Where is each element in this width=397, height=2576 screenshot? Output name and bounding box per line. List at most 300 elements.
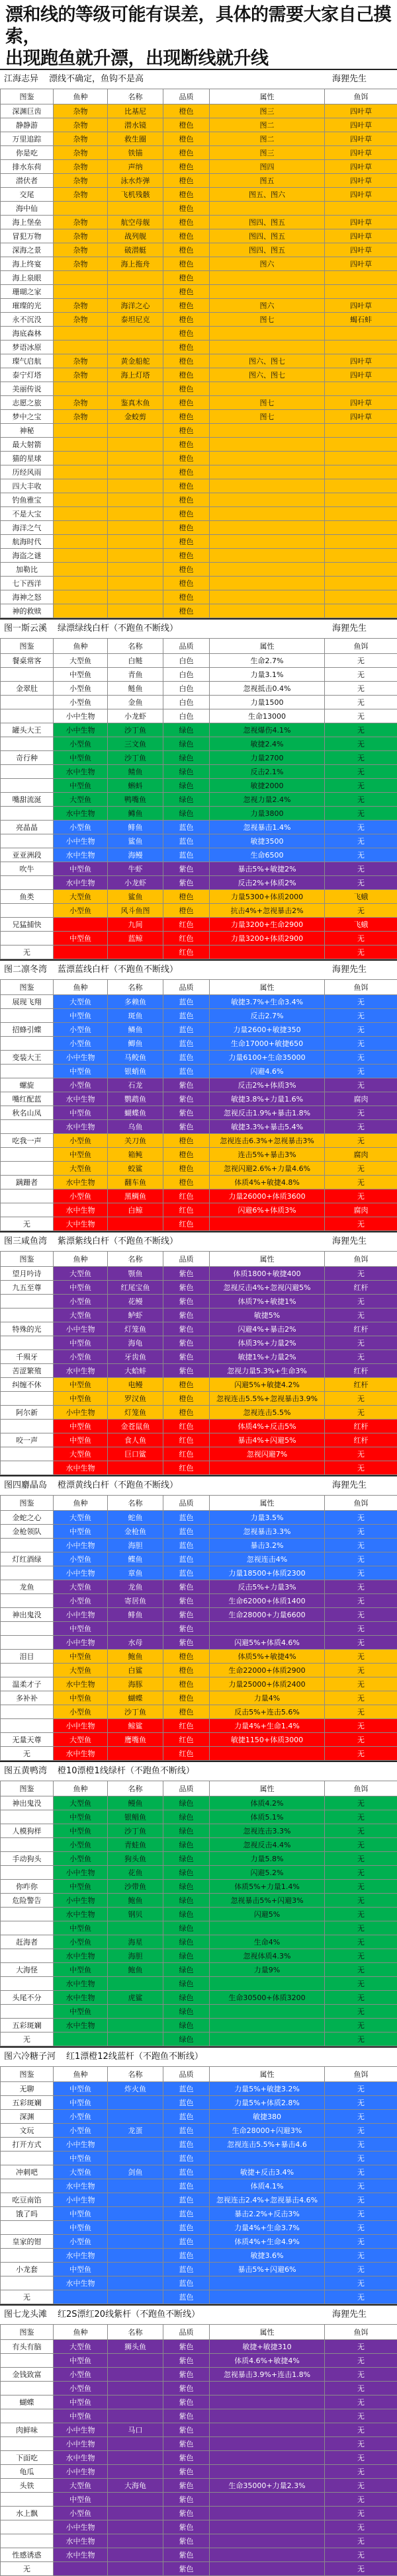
table-row: [1, 1880, 397, 1894]
cell-name: 钢贝: [108, 1908, 163, 1921]
section-titlebar: [0, 70, 397, 89]
cell-quality: 橙色: [163, 1664, 210, 1677]
cell-map: 深海之景: [1, 243, 54, 257]
cell-map: [1, 1810, 54, 1824]
section-titlebar: [0, 1476, 397, 1495]
table-row: [1, 2276, 397, 2290]
table-row: [1, 2493, 397, 2507]
table-row: [1, 132, 397, 146]
cell-bait: 无: [325, 2235, 397, 2249]
cell-name: 飞机残骸: [108, 188, 163, 202]
cell-quality: 橙色: [163, 341, 210, 354]
section-title: 图五黄鸭湾: [4, 1762, 47, 1781]
cell-bait: 无: [325, 2290, 397, 2304]
cell-name: [108, 479, 163, 493]
table-row: [1, 1433, 397, 1447]
cell-quality: 蓝色: [163, 1511, 210, 1525]
cell-attr: [210, 1217, 325, 1231]
table-row: [1, 1963, 397, 1977]
cell-type: 中型鱼: [54, 1525, 108, 1539]
cell-bait: 无: [325, 2124, 397, 2138]
cell-bait: 无: [325, 2534, 397, 2548]
cell-quality: 红色: [163, 946, 210, 959]
cell-type: 中型鱼: [54, 1433, 108, 1447]
table-row: [1, 1949, 397, 1963]
cell-type: 水中生物: [54, 2249, 108, 2263]
table-row: [1, 1733, 397, 1747]
cell-type: 杂物: [54, 257, 108, 271]
table-row: [1, 1189, 397, 1203]
cell-name: [108, 2019, 163, 2033]
cell-map: [1, 1908, 54, 1921]
cell-type: 水中生物: [54, 1977, 108, 1991]
cell-type: 大型鱼: [54, 1267, 108, 1281]
cell-map: 不是大宝: [1, 507, 54, 521]
cell-type: 小中生物: [54, 1866, 108, 1880]
cell-attr: 生命35000+力量2.3%: [210, 2479, 325, 2493]
cell-attr: 力量26000+体质3600: [210, 1189, 325, 1203]
section-owner: [367, 1762, 393, 1781]
cell-bait: 无: [325, 2005, 397, 2019]
cell-name: 白鲨: [108, 1664, 163, 1677]
cell-quality: 橙色: [163, 563, 210, 577]
cell-quality: 绿色: [163, 1810, 210, 1824]
cell-type: [54, 2033, 108, 2046]
cell-quality: 橙色: [163, 1691, 210, 1705]
table-row: [1, 1608, 397, 1622]
cell-bait: 无: [325, 2276, 397, 2290]
cell-name: [108, 521, 163, 535]
cell-map: 手动狗头: [1, 1852, 54, 1866]
cell-map: 神出鬼没: [1, 1796, 54, 1810]
cell-type: 中型鱼: [54, 2263, 108, 2276]
cell-map: [1, 1977, 54, 1991]
cell-type: [54, 577, 108, 590]
cell-map: 珊瑚之家: [1, 285, 54, 299]
cell-map: 亮晶晶: [1, 821, 54, 834]
cell-quality: 蓝色: [163, 2165, 210, 2179]
cell-quality: 蓝色: [163, 2235, 210, 2249]
cell-bait: 无: [325, 654, 397, 668]
cell-bait: 无: [325, 834, 397, 848]
cell-map: 吃豆南馅: [1, 2193, 54, 2207]
table-row: [1, 577, 397, 590]
cell-name: 鲍鱼: [108, 1650, 163, 1664]
cell-name: 青鱼: [108, 668, 163, 682]
cell-map: 咬一声: [1, 1433, 54, 1447]
cell-name: [108, 2354, 163, 2368]
column-header: 属性: [210, 89, 325, 104]
cell-map: [1, 1664, 54, 1677]
cell-bait: 无: [325, 904, 397, 918]
cell-quality: 紫色: [163, 2409, 210, 2423]
table-row: [1, 1148, 397, 1162]
cell-map: [1, 1447, 54, 1461]
cell-type: 水中生物: [54, 1092, 108, 1106]
cell-map: 你是吃: [1, 146, 54, 160]
cell-bait: 无: [325, 1134, 397, 1148]
cell-bait: 四叶草: [325, 146, 397, 160]
cell-name: [108, 1977, 163, 1991]
cell-quality: 蓝色: [163, 2179, 210, 2193]
cell-type: 小型鱼: [54, 821, 108, 834]
cell-bait: 无: [325, 2382, 397, 2395]
table-row: [1, 834, 397, 848]
cell-bait: 四叶草: [325, 368, 397, 382]
cell-bait: 无: [325, 862, 397, 876]
table-row: [1, 1796, 397, 1810]
cell-map: [1, 904, 54, 918]
cell-bait: 无: [325, 1894, 397, 1908]
cell-quality: 橙色: [163, 160, 210, 174]
cell-attr: 敏捷380: [210, 2110, 325, 2124]
table-row: [1, 876, 397, 890]
cell-attr: 忽视抵击0.4%: [210, 682, 325, 696]
cell-attr: 忽视连击2.4%+忽视暴击4.6%: [210, 2193, 325, 2207]
cell-type: 中型鱼: [54, 2221, 108, 2235]
header-line-1: 漂和线的等级可能有误差，具体的需要大家自己摸索，: [5, 4, 392, 48]
cell-map: 潜伏者: [1, 174, 54, 188]
column-header: 品质: [163, 89, 210, 104]
cell-bait: 蝎石蚌: [325, 313, 397, 327]
cell-attr: [210, 1977, 325, 1991]
cell-quality: 橙色: [163, 1677, 210, 1691]
column-header: 鱼饵: [325, 1781, 397, 1796]
cell-bait: 无: [325, 779, 397, 793]
cell-attr: 图六: [210, 299, 325, 313]
cell-bait: 无: [325, 1650, 397, 1664]
cell-map: 冒犯万物: [1, 229, 54, 243]
cell-type: [54, 946, 108, 959]
cell-bait: 无: [325, 1511, 397, 1525]
cell-name: [108, 2138, 163, 2152]
cell-attr: [210, 590, 325, 604]
cell-type: 中型鱼: [54, 1622, 108, 1636]
cell-type: [54, 479, 108, 493]
table-row: [1, 682, 397, 696]
cell-bait: 无: [325, 2354, 397, 2368]
cell-name: [108, 1747, 163, 1761]
cell-attr: 敏捷+反击3.4%: [210, 2165, 325, 2179]
cell-type: 小中生物: [54, 1406, 108, 1420]
cell-quality: 橙色: [163, 1148, 210, 1162]
cell-type: 杂物: [54, 118, 108, 132]
cell-quality: 蓝色: [163, 2290, 210, 2304]
cell-attr: [210, 438, 325, 452]
cell-quality: 紫色: [163, 2368, 210, 2382]
cell-type: 中型鱼: [54, 1392, 108, 1406]
cell-quality: 绿色: [163, 723, 210, 737]
table-row: [1, 535, 397, 549]
cell-quality: 橙色: [163, 104, 210, 118]
section-owner: 海狸先生: [332, 2306, 393, 2324]
cell-attr: [210, 2409, 325, 2423]
table-row: [1, 2082, 397, 2096]
cell-attr: [210, 2548, 325, 2562]
cell-quality: 橙色: [163, 174, 210, 188]
cell-map: 头铁: [1, 2479, 54, 2493]
table-row: [1, 216, 397, 229]
cell-attr: 生命4%: [210, 1935, 325, 1949]
cell-type: [54, 341, 108, 354]
cell-type: 中型鱼: [54, 1065, 108, 1078]
cell-name: 海鳗: [108, 848, 163, 862]
cell-name: 多赖鱼: [108, 995, 163, 1009]
cell-map: 奇行种: [1, 751, 54, 765]
cell-attr: 闪避6%+体质3%: [210, 1203, 325, 1217]
cell-name: [108, 2263, 163, 2276]
table-row: [1, 904, 397, 918]
fish-table: [0, 638, 397, 959]
cell-type: 小型鱼: [54, 2368, 108, 2382]
cell-map: 苦涩繁殖: [1, 1364, 54, 1378]
cell-type: [54, 452, 108, 465]
cell-type: 小中生物: [54, 834, 108, 848]
cell-type: 小型鱼: [54, 737, 108, 751]
cell-attr: [210, 341, 325, 354]
cell-bait: [325, 424, 397, 438]
cell-quality: 橙色: [163, 146, 210, 160]
cell-name: 沙丁鱼: [108, 723, 163, 737]
table-row: [1, 1977, 397, 1991]
cell-type: 水中生物: [54, 807, 108, 821]
cell-map: 头尾不分: [1, 1991, 54, 2005]
cell-map: 龟瓜: [1, 2465, 54, 2479]
cell-map: [1, 696, 54, 709]
table-row: [1, 2019, 397, 2033]
section-title: 图三咸鱼湾: [4, 1232, 47, 1251]
cell-quality: 蓝色: [163, 834, 210, 848]
cell-bait: 无: [325, 2249, 397, 2263]
cell-type: 中型鱼: [54, 2493, 108, 2507]
cell-bait: 无: [325, 2493, 397, 2507]
cell-type: 小型鱼: [54, 2507, 108, 2520]
cell-name: 海上拖舟: [108, 257, 163, 271]
cell-map: [1, 1189, 54, 1203]
cell-type: 中型鱼: [54, 1824, 108, 1838]
cell-attr: 生命28000+闪避3%: [210, 2124, 325, 2138]
cell-attr: 力量18500+体质2300: [210, 1566, 325, 1580]
cell-map: 人模狗样: [1, 1824, 54, 1838]
cell-quality: 紫色: [163, 2354, 210, 2368]
cell-bait: 无: [325, 1350, 397, 1364]
cell-type: 小型鱼: [54, 1023, 108, 1037]
cell-bait: [325, 465, 397, 479]
cell-name: 龙蛋: [108, 2124, 163, 2138]
cell-attr: 忽视闪避7%: [210, 1447, 325, 1461]
cell-attr: [210, 2019, 325, 2033]
cell-name: [108, 438, 163, 452]
table-row: [1, 1539, 397, 1552]
cell-bait: 无: [325, 1065, 397, 1078]
table-row: [1, 479, 397, 493]
cell-quality: 橙色: [163, 424, 210, 438]
column-header: 图鉴: [1, 1252, 54, 1267]
table-row: [1, 1420, 397, 1433]
cell-bait: 无: [325, 668, 397, 682]
cell-quality: 紫色: [163, 2423, 210, 2437]
cell-quality: 红色: [163, 1719, 210, 1733]
cell-attr: [210, 1747, 325, 1761]
cell-quality: 橙色: [163, 313, 210, 327]
table-row: [1, 410, 397, 424]
cell-type: 大型鱼: [54, 2165, 108, 2179]
cell-bait: 无: [325, 2548, 397, 2562]
cell-map: 钓鱼雅宝: [1, 493, 54, 507]
cell-name: 比基尼: [108, 104, 163, 118]
cell-type: [54, 590, 108, 604]
cell-map: [1, 932, 54, 946]
cell-quality: 红色: [163, 1747, 210, 1761]
column-header: 图鉴: [1, 1781, 54, 1796]
cell-quality: 蓝色: [163, 1037, 210, 1051]
section-title: 图二凛冬湾: [4, 961, 47, 979]
column-header: 品质: [163, 1496, 210, 1511]
cell-attr: 敏捷2000: [210, 779, 325, 793]
cell-quality: 紫色: [163, 1336, 210, 1350]
cell-name: 灯笼鱼: [108, 1322, 163, 1336]
cell-bait: 无: [325, 2507, 397, 2520]
table-row: [1, 438, 397, 452]
table-row: [1, 1106, 397, 1120]
cell-attr: 忽视连击5.5%+暴击4.6: [210, 2138, 325, 2152]
cell-map: 泪目: [1, 1650, 54, 1664]
table-row: [1, 202, 397, 216]
table-row: [1, 229, 397, 243]
section-subtitle: 红1漂橙12线蓝杆（不跑鱼不断线）: [66, 2048, 203, 2066]
cell-bait: 无: [325, 1162, 397, 1176]
cell-quality: 蓝色: [163, 1525, 210, 1539]
cell-type: 小型鱼: [54, 1838, 108, 1852]
cell-name: 大蛤蚌: [108, 1364, 163, 1378]
column-header: 名称: [108, 980, 163, 995]
section-title: 江海志异: [4, 70, 38, 89]
table-row: [1, 1719, 397, 1733]
table-row: [1, 1281, 397, 1295]
column-header: 图鉴: [1, 1496, 54, 1511]
section-owner: 海狸先生: [332, 1232, 393, 1251]
cell-quality: 绿色: [163, 737, 210, 751]
table-row: [1, 654, 397, 668]
cell-name: 小龙虾: [108, 876, 163, 890]
cell-attr: 体质5%+敏捷4%: [210, 1650, 325, 1664]
column-header: 名称: [108, 89, 163, 104]
cell-name: 鲈虾: [108, 1308, 163, 1322]
cell-map: [1, 1461, 54, 1475]
column-header: 属性: [210, 1781, 325, 1796]
cell-name: 金蛟剪: [108, 410, 163, 424]
cell-name: 蝌蚪: [108, 779, 163, 793]
table-row: [1, 668, 397, 682]
cell-type: [54, 918, 108, 932]
cell-name: 鲱鱼: [108, 821, 163, 834]
cell-name: 颚鱼: [108, 1267, 163, 1281]
cell-attr: 忽视连击4%: [210, 1552, 325, 1566]
cell-type: 水中生物: [54, 848, 108, 862]
cell-name: 鲸鲨: [108, 1719, 163, 1733]
table-header-row: [1, 980, 397, 995]
cell-bait: 无: [325, 2207, 397, 2221]
cell-attr: 体质4%+反击5%: [210, 1420, 325, 1433]
cell-quality: 白色: [163, 654, 210, 668]
cell-quality: 红色: [163, 1733, 210, 1747]
column-header: 品质: [163, 2067, 210, 2082]
cell-name: [108, 424, 163, 438]
cell-attr: 敏捷3.8%+力量1.6%: [210, 1092, 325, 1106]
cell-map: 望月吟诗: [1, 1267, 54, 1281]
cell-type: [54, 549, 108, 563]
column-header: 鱼饵: [325, 980, 397, 995]
cell-quality: 蓝色: [163, 1009, 210, 1023]
cell-map: [1, 1636, 54, 1650]
table-row: [1, 2165, 397, 2179]
table-row: [1, 1378, 397, 1392]
cell-attr: 忽视连击6.3%+忽视暴击3%: [210, 1134, 325, 1148]
cell-bait: [325, 507, 397, 521]
cell-quality: 蓝色: [163, 1065, 210, 1078]
cell-name: [108, 465, 163, 479]
cell-type: 小型鱼: [54, 1852, 108, 1866]
cell-quality: 蓝色: [163, 2207, 210, 2221]
section-subtitle: 漂线不确定，鱼钩不是高: [49, 70, 144, 89]
cell-name: 箱鲀: [108, 1148, 163, 1162]
cell-map: 文玩: [1, 2124, 54, 2138]
cell-map: 嘴甜流涎: [1, 793, 54, 807]
cell-quality: 橙色: [163, 535, 210, 549]
cell-bait: 无: [325, 1810, 397, 1824]
cell-attr: 力量25000+体质2400: [210, 1677, 325, 1691]
cell-map: [1, 1009, 54, 1023]
cell-bait: 无: [325, 1921, 397, 1935]
table-row: [1, 1308, 397, 1322]
cell-attr: 连击5%+暴击3%: [210, 1148, 325, 1162]
cell-name: 声纳: [108, 160, 163, 174]
cell-type: 小中生物: [54, 1719, 108, 1733]
cell-attr: 图五: [210, 174, 325, 188]
cell-attr: 生命6500: [210, 848, 325, 862]
cell-map: 多补补: [1, 1691, 54, 1705]
cell-bait: [325, 285, 397, 299]
cell-bait: [325, 604, 397, 618]
cell-bait: 无: [325, 2340, 397, 2354]
cell-map: [1, 2534, 54, 2548]
table-row: [1, 1664, 397, 1677]
cell-name: 斑鱼: [108, 1009, 163, 1023]
cell-map: 梦语冰原: [1, 341, 54, 354]
cell-bait: 四叶草: [325, 216, 397, 229]
cell-bait: 无: [325, 2520, 397, 2534]
column-header: 鱼种: [54, 1781, 108, 1796]
cell-map: 餐桌常客: [1, 654, 54, 668]
cell-type: 杂物: [54, 160, 108, 174]
cell-quality: 绿色: [163, 1949, 210, 1963]
cell-name: [108, 2235, 163, 2249]
cell-attr: 图五、图六: [210, 188, 325, 202]
column-header: 属性: [210, 639, 325, 654]
cell-quality: 橙色: [163, 229, 210, 243]
fish-table: [0, 2324, 397, 2576]
cell-map: 加勒比: [1, 563, 54, 577]
cell-quality: 紫色: [163, 1636, 210, 1650]
cell-map: [1, 765, 54, 779]
table-row: [1, 1935, 397, 1949]
cell-map: 危险警告: [1, 1894, 54, 1908]
cell-attr: 敏捷+敏捷310: [210, 2340, 325, 2354]
section-subtitle: 绿漂绿线白杆（不跑鱼不断线）: [58, 620, 178, 638]
cell-name: [108, 2179, 163, 2193]
cell-name: 风斗鱼图: [108, 904, 163, 918]
cell-map: [1, 2005, 54, 2019]
